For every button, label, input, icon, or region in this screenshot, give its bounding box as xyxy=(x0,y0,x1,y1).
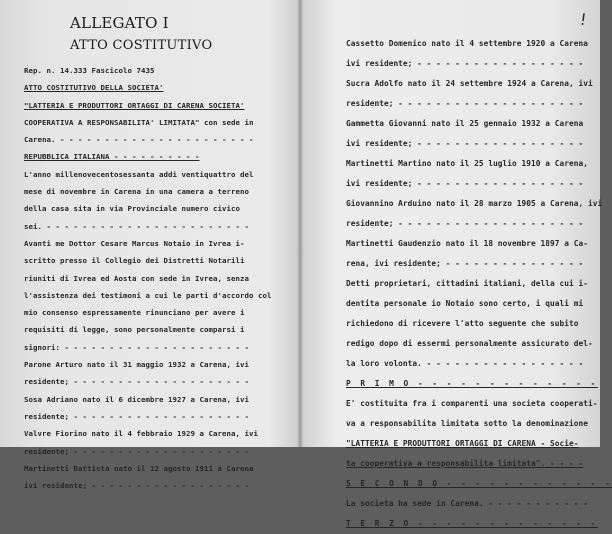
text-line: "LATTERIA E PRODUTTORI ORTAGGI DI CARENA - Socie- xyxy=(346,439,579,448)
text-line: Detti proprietari, cittadini italiani, della cui i- xyxy=(346,279,588,288)
text-line: mio consenso espressamente rinunciano per avere i xyxy=(24,308,245,318)
text-line: REPUBBLICA ITALIANA - - - - - - - - - - xyxy=(24,152,200,162)
text-line: signori: - - - - - - - - - - - - - - - - - - - - - xyxy=(24,342,249,352)
article-heading-terzo: T E R Z O - - - - - - - - - - - - - xyxy=(346,519,598,528)
text-line: Valvre Fiorino nato il 4 febbraio 1929 a Carena, ivi xyxy=(24,429,258,439)
text-line: Martinetti Martino nato il 25 luglio 1910 a Carena, xyxy=(346,159,588,168)
text-line: Giovannino Arduino nato il 28 marzo 1905 a Carena, ivi xyxy=(346,199,603,208)
left-text-block xyxy=(24,62,270,494)
text-line: riuniti di Ivrea ed Aosta con sede in Ivrea, senza xyxy=(24,273,249,283)
text-line: Rep. n. 14.333 Fascicolo 7435 xyxy=(24,66,155,75)
text-line: rena, ivi residente; - - - - - - - - - - - - - - - xyxy=(346,259,584,268)
text-line: l'assistenza dei testimoni a cui le parti d'accordo col xyxy=(24,290,272,300)
article-heading-secondo: S E C O N D O - - - - - - - - - - - - xyxy=(346,479,612,488)
text-line: Sucra Adolfo nato il 24 settembre 1924 a Carena, ivi xyxy=(346,79,593,88)
text-line: va a responsabilita limitata sotto la denominazione xyxy=(346,419,588,428)
text-line: ivi residente; - - - - - - - - - - - - - - - - - - xyxy=(24,481,249,491)
allegato-heading: ALLEGATO I xyxy=(70,14,169,32)
text-line: Sosa Adriano nato il 6 dicembre 1927 a Carena, ivi xyxy=(24,394,249,404)
text-line: La societa ha sede in Carena. - - - - - - - - - - - xyxy=(346,499,588,508)
text-line: Parone Arturo nato il 31 maggio 1932 a Carena, ivi xyxy=(24,360,249,370)
text-line: ivi residente; - - - - - - - - - - - - - - - - - - xyxy=(346,59,584,68)
text-line: residente; - - - - - - - - - - - - - - - - - - - - xyxy=(346,219,584,228)
text-line: la loro volonta. - - - - - - - - - - - - - - - - - xyxy=(346,359,584,368)
text-line: ivi residente; - - - - - - - - - - - - - - - - - - xyxy=(346,179,584,188)
text-line: mese di novembre in Carena in una camera a terreno xyxy=(24,187,249,197)
text-line: Martinetti Gaudenzio nato il 18 novembre 1897 a Ca- xyxy=(346,239,588,248)
text-line: scritto presso il Collegio dei Distretti Notarili xyxy=(24,256,245,266)
right-text-block xyxy=(346,34,612,534)
text-line: residente; - - - - - - - - - - - - - - - - - - - - xyxy=(24,446,249,456)
text-line: Cassetto Domenico nato il 4 settembre 1920 a Carena xyxy=(346,39,588,48)
text-line: dentita personale io Notaio sono certo, i quali mi xyxy=(346,299,584,308)
text-line: requisiti di legge, sono personalmente comparsi i xyxy=(24,325,245,335)
text-line: sei. - - - - - - - - - - - - - - - - - - - - - - - xyxy=(24,221,249,231)
text-line: ta cooperativa a responsabilita limitata". - - - - xyxy=(346,459,584,468)
text-line: Gammetta Giovanni nato il 25 gennaio 1932 a Carena xyxy=(346,119,584,128)
text-line: residente; - - - - - - - - - - - - - - - - - - - - xyxy=(24,411,249,421)
text-line: ATTO COSTITUTIVO DELLA SOCIETA' xyxy=(24,83,164,93)
left-page xyxy=(0,0,298,491)
right-page xyxy=(302,0,612,528)
text-line: redigo dopo di essermi personalmente assicurato del- xyxy=(346,339,593,348)
text-line: L'anno millenovecentosessanta addi ventiquattro del xyxy=(24,169,254,179)
text-line: E' costituita fra i comparenti una societa cooperati- xyxy=(346,399,598,408)
text-line: richiedono di ricevere l'atto seguente che subito xyxy=(346,319,579,328)
handwritten-mark: ! xyxy=(578,9,588,30)
text-line: "LATTERIA E PRODUTTORI ORTAGGI DI CARENA SOCIETA' xyxy=(24,100,245,110)
text-line: Carena. - - - - - - - - - - - - - - - - - - - - - - xyxy=(24,135,254,145)
text-line: Avanti me Dottor Cesare Marcus Notaio in Ivrea i- xyxy=(24,238,245,248)
text-line: ivi residente; - - - - - - - - - - - - - - - - - - xyxy=(346,139,584,148)
article-heading-primo: P R I M O - - - - - - - - - - - - - xyxy=(346,379,598,388)
text-line: residente; - - - - - - - - - - - - - - - - - - - - xyxy=(24,377,249,387)
text-line: Martinetti Battista nato il 12 agosto 1911 a Carena xyxy=(24,463,254,473)
text-line: COOPERATIVA A RESPONSABILITA' LIMITATA" con sede in xyxy=(24,117,254,127)
text-line: della casa sita in via Provinciale numero civico xyxy=(24,204,240,214)
text-line: residente; - - - - - - - - - - - - - - - - - - - - xyxy=(346,99,584,108)
atto-costitutivo-heading: ATTO COSTITUTIVO xyxy=(70,38,213,53)
